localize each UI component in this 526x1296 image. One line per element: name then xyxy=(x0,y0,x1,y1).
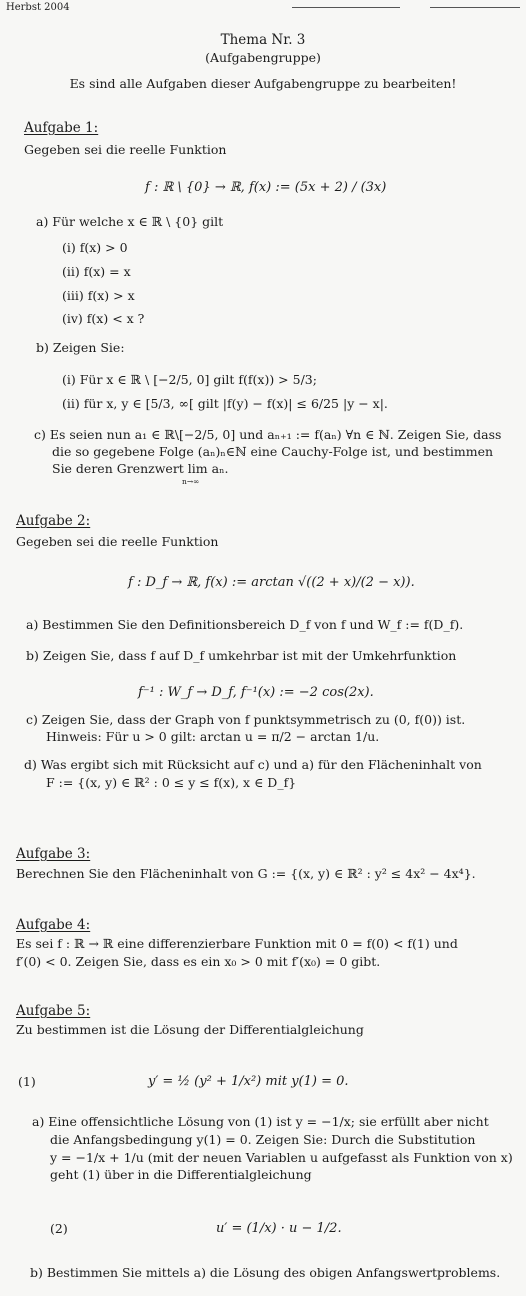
aufgabe-4-heading: Aufgabe 4: xyxy=(16,917,91,933)
aufgabe-1-a: a) Für welche x ∈ ℝ \ {0} gilt xyxy=(36,214,224,229)
aufgabe-2-d-line-2: F := {(x, y) ∈ ℝ² : 0 ≤ y ≤ f(x), x ∈ D_f} xyxy=(46,775,297,790)
aufgabe-1-heading: Aufgabe 1: xyxy=(24,120,99,136)
aufgabe-1-c-line-2: die so gegebene Folge (aₙ)ₙ∈ℕ eine Cauchy-Folge ist, und bestimmen xyxy=(52,444,494,459)
aufgabe-4-line-1: Es sei f : ℝ → ℝ eine differenzierbare Funktion mit 0 = f(0) < f(1) und xyxy=(16,936,458,951)
aufgabe-1-formula: f : ℝ \ {0} → ℝ, f(x) := (5x + 2) / (3x) xyxy=(145,180,387,195)
aufgabe-2-formula: f : D_f → ℝ, f(x) := arctan √((2 + x)/(2 − x)). xyxy=(128,575,415,590)
aufgabe-5-heading: Aufgabe 5: xyxy=(16,1003,91,1019)
aufgabe-1-c-line-1: c) Es seien nun a₁ ∈ ℝ\[−2/5, 0] und aₙ₊₁ := f(aₙ) ∀n ∈ ℕ. Zeigen Sie, dass xyxy=(34,427,502,442)
aufgabe-1-b: b) Zeigen Sie: xyxy=(36,340,125,355)
instruction-text: Es sind alle Aufgaben dieser Aufgabengruppe zu bearbeiten! xyxy=(69,76,457,91)
aufgabe-5-eq1: y′ = ½ (y² + 1/x²) mit y(1) = 0. xyxy=(148,1074,349,1089)
aufgabe-2-d-line-1: d) Was ergibt sich mit Rücksicht auf c) und a) für den Flächeninhalt von xyxy=(24,757,482,772)
aufgabe-2-a: a) Bestimmen Sie den Definitionsbereich D_f von f und W_f := f(D_f). xyxy=(26,617,464,632)
aufgabe-1-a-iii: (iii) f(x) > x xyxy=(62,288,135,303)
header-rule-left xyxy=(292,7,400,8)
aufgabe-2-heading: Aufgabe 2: xyxy=(16,513,91,529)
aufgabe-1-c-line-3: Sie deren Grenzwert lim aₙ. xyxy=(52,461,229,476)
aufgabe-1-c-limit-subscript: n→∞ xyxy=(182,477,200,486)
aufgabe-3-heading: Aufgabe 3: xyxy=(16,846,91,862)
aufgabe-2-b-formula: f⁻¹ : W_f → D_f, f⁻¹(x) := −2 cos(2x). xyxy=(138,685,374,700)
aufgabe-5-eq2: u′ = (1/x) · u − 1/2. xyxy=(216,1221,342,1236)
aufgabe-5-eq2-label: (2) xyxy=(50,1221,68,1236)
aufgabe-2-c-line-1: c) Zeigen Sie, dass der Graph von f punktsymmetrisch zu (0, f(0)) ist. xyxy=(26,712,466,727)
aufgabe-5-a-line-2: die Anfangsbedingung y(1) = 0. Zeigen Sie: Durch die Substitution xyxy=(50,1132,476,1147)
aufgabe-2-c-hint: Hinweis: Für u > 0 gilt: arctan u = π/2 − arctan 1/u. xyxy=(46,729,380,744)
aufgabe-2-intro: Gegeben sei die reelle Funktion xyxy=(16,534,219,549)
semester-label: Herbst 2004 xyxy=(6,2,70,13)
aufgabe-1-b-ii: (ii) für x, y ∈ [5/3, ∞[ gilt |f(y) − f(x)| ≤ 6/25 |y − x|. xyxy=(62,396,388,411)
aufgabe-1-a-i: (i) f(x) > 0 xyxy=(62,240,128,255)
aufgabe-1-intro: Gegeben sei die reelle Funktion xyxy=(24,142,227,157)
aufgabe-5-eq1-label: (1) xyxy=(18,1074,36,1089)
theme-subtitle: (Aufgabengruppe) xyxy=(205,50,321,65)
aufgabe-1-a-iv: (iv) f(x) < x ? xyxy=(62,311,145,326)
aufgabe-1-b-i: (i) Für x ∈ ℝ \ [−2/5, 0] gilt f(f(x)) > 5/3; xyxy=(62,372,317,387)
header-rule-right xyxy=(430,7,520,8)
aufgabe-1-a-ii: (ii) f(x) = x xyxy=(62,264,131,279)
aufgabe-5-a-line-4: geht (1) über in die Differentialgleichung xyxy=(50,1167,312,1182)
aufgabe-5-a-line-1: a) Eine offensichtliche Lösung von (1) ist y = −1/x; sie erfüllt aber nicht xyxy=(32,1114,489,1129)
aufgabe-5-b: b) Bestimmen Sie mittels a) die Lösung des obigen Anfangswertproblems. xyxy=(30,1265,501,1280)
aufgabe-2-b: b) Zeigen Sie, dass f auf D_f umkehrbar ist mit der Umkehrfunktion xyxy=(26,648,457,663)
aufgabe-5-intro: Zu bestimmen ist die Lösung der Differentialgleichung xyxy=(16,1022,364,1037)
aufgabe-5-a-line-3: y = −1/x + 1/u (mit der neuen Variablen u aufgefasst als Funktion von x) xyxy=(50,1150,513,1165)
aufgabe-3-text: Berechnen Sie den Flächeninhalt von G := {(x, y) ∈ ℝ² : y² ≤ 4x² − 4x⁴}. xyxy=(16,866,476,881)
theme-title: Thema Nr. 3 xyxy=(220,32,306,48)
aufgabe-4-line-2: f′(0) < 0. Zeigen Sie, dass es ein x₀ > 0 mit f′(x₀) = 0 gibt. xyxy=(16,954,381,969)
